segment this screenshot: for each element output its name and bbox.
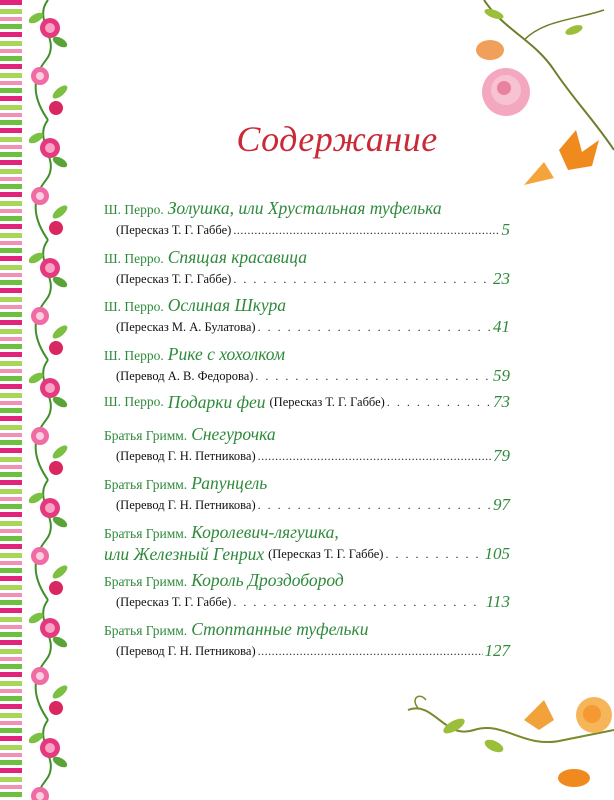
toc-story-title: Рапунцель — [191, 472, 268, 493]
dot-leader — [233, 220, 499, 240]
dot-leader — [233, 592, 483, 612]
dot-leader — [258, 495, 491, 515]
toc-entry[interactable] — [104, 392, 510, 424]
toc-author: Ш. Перро. — [104, 250, 164, 266]
toc-retelling: (Пересказ Т. Г. Габбе) — [116, 595, 232, 610]
toc-retelling: (Пересказ Т. Г. Габбе) — [269, 395, 385, 410]
toc-page-number: 59 — [493, 365, 510, 385]
toc-entry[interactable] — [104, 198, 510, 247]
toc-author: Ш. Перро. — [104, 347, 164, 363]
dot-leader — [258, 446, 491, 466]
toc-retelling: (Пересказ Т. Г. Габбе) — [268, 546, 384, 561]
toc-retelling: (Пересказ Т. Г. Габбе) — [116, 223, 232, 237]
rose-ornament-bottom — [404, 690, 614, 800]
toc-story-title: Стоптанные туфельки — [191, 618, 369, 639]
toc-author: Братья Гримм. — [104, 574, 188, 590]
floral-border-ornament — [22, 0, 74, 800]
toc-story-title: Рике с хохолком — [167, 343, 286, 364]
toc-entry[interactable] — [104, 570, 510, 619]
toc-retelling: (Перевод Г. Н. Петникова) — [116, 643, 256, 658]
toc-author: Братья Гримм. — [104, 525, 188, 541]
toc-story-title: Снегурочка — [191, 424, 276, 445]
table-of-contents — [104, 198, 510, 667]
toc-page-number: 97 — [493, 494, 510, 514]
toc-page-number: 5 — [501, 220, 510, 239]
striped-border — [0, 0, 22, 800]
toc-author: Ш. Перро. — [104, 202, 164, 217]
toc-entry[interactable] — [104, 344, 510, 393]
page-title: Содержание — [236, 119, 438, 159]
dot-leader — [255, 366, 491, 386]
toc-retelling: (Перевод А. В. Федорова) — [116, 368, 254, 383]
toc-entry[interactable] — [104, 424, 510, 473]
toc-story-title: Подарки феи — [167, 392, 266, 413]
toc-story-title: Король Дроздобород — [191, 570, 344, 591]
toc-page-number: 79 — [493, 446, 510, 466]
toc-author: Братья Гримм. — [104, 476, 188, 492]
toc-page-number: 113 — [485, 592, 510, 612]
toc-story-title-continued: или Железный Генрих — [104, 543, 265, 564]
toc-page-number: 41 — [493, 317, 510, 337]
toc-entry[interactable] — [104, 247, 510, 296]
toc-retelling: (Перевод Г. Н. Петникова) — [116, 449, 256, 464]
toc-story-title: Спящая красавица — [167, 246, 308, 267]
toc-author: Ш. Перро. — [104, 394, 164, 410]
dot-leader — [385, 544, 482, 564]
toc-author: Братья Гримм. — [104, 428, 188, 444]
toc-entry[interactable] — [104, 473, 510, 522]
toc-story-title: Золушка, или Хрустальная туфелька — [167, 198, 442, 218]
toc-retelling: (Перевод Г. Н. Петникова) — [116, 497, 256, 512]
toc-page-number: 23 — [493, 268, 510, 288]
toc-page-number: 127 — [484, 640, 510, 660]
dot-leader — [387, 392, 491, 412]
toc-story-title: Королевич-лягушка, — [191, 521, 339, 542]
toc-entry[interactable] — [104, 522, 510, 571]
toc-author: Ш. Перро. — [104, 299, 164, 315]
rose-ornament-top — [464, 0, 614, 200]
toc-retelling: (Пересказ Т. Г. Габбе) — [116, 271, 232, 286]
dot-leader — [258, 317, 491, 337]
toc-story-title: Ослиная Шкура — [167, 295, 286, 316]
toc-author: Братья Гримм. — [104, 622, 188, 638]
toc-page-number: 105 — [484, 543, 510, 563]
dot-leader — [258, 641, 483, 661]
toc-entry[interactable] — [104, 295, 510, 344]
toc-page-number: 73 — [493, 392, 510, 412]
dot-leader — [233, 269, 491, 289]
toc-retelling: (Пересказ М. А. Булатова) — [116, 320, 256, 335]
toc-entry[interactable] — [104, 619, 510, 668]
